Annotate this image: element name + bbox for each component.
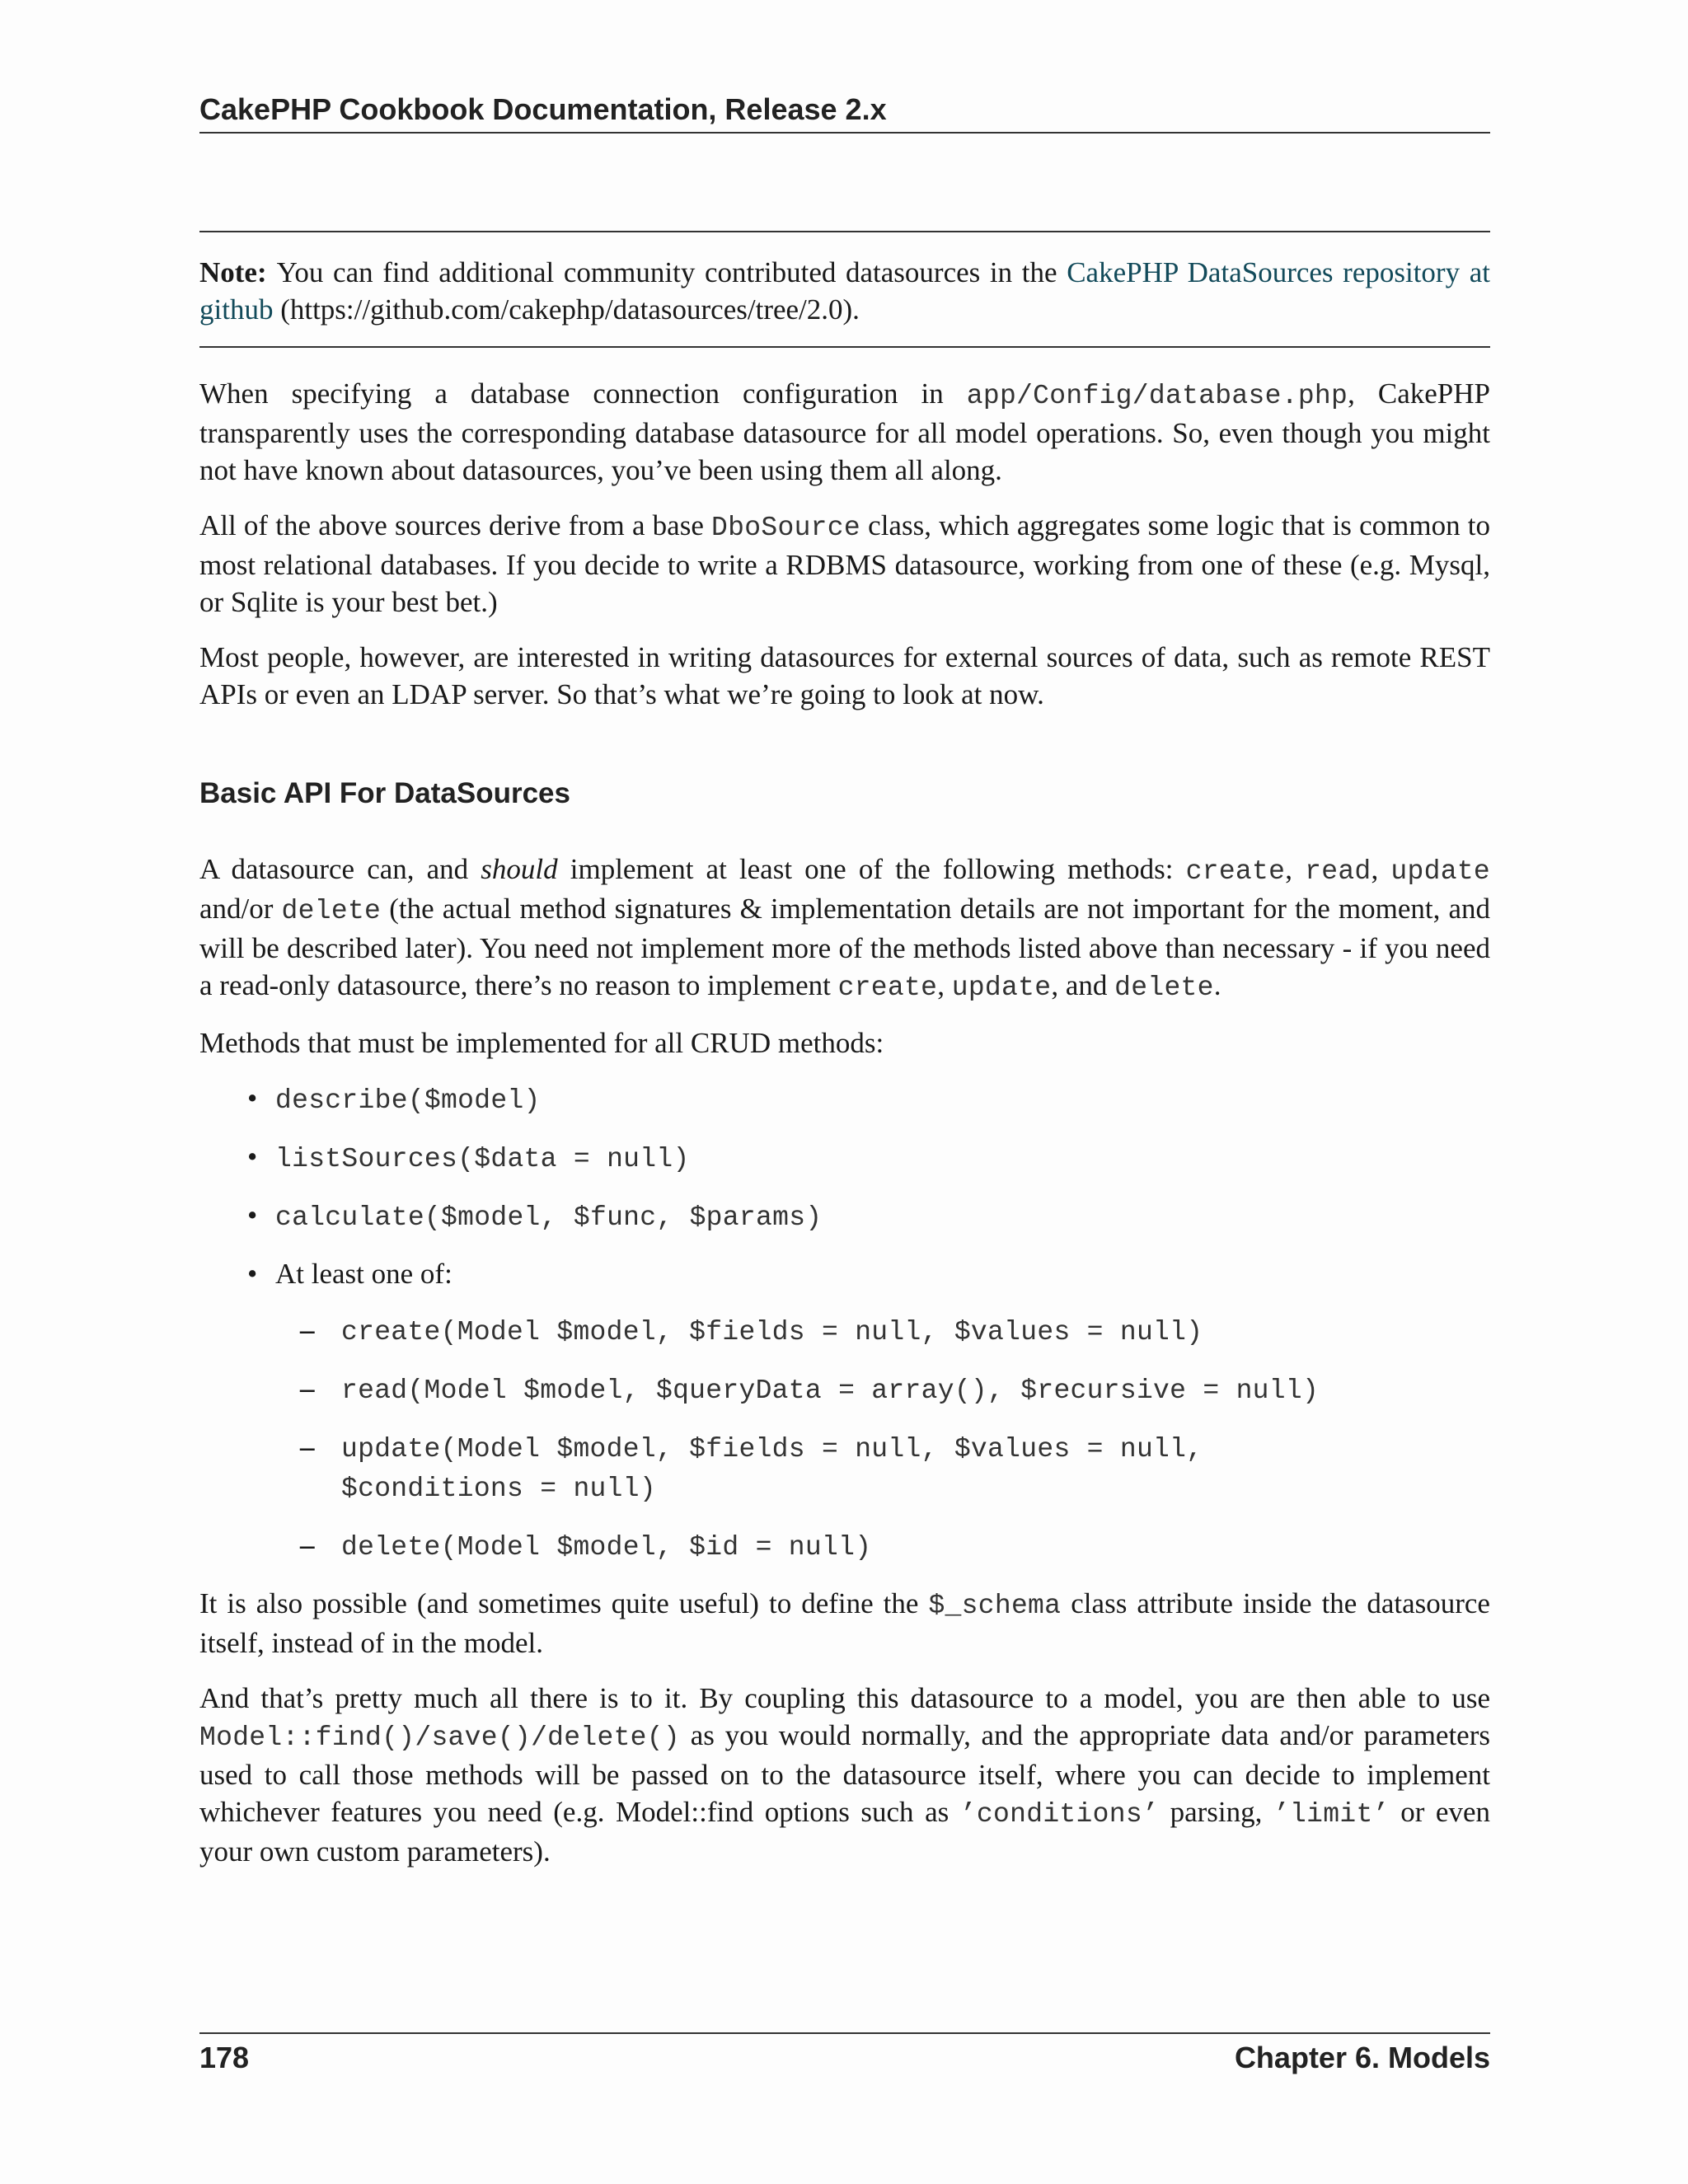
note-text-before: You can find additional community contributed datasources in the [276, 256, 1067, 288]
list-item: • listSources($data = null) [199, 1138, 1490, 1178]
note-text-after: (https://github.com/cakephp/datasources/tree/2.0). [273, 293, 860, 326]
basic-api-body [199, 851, 1490, 1888]
inline-code: app/Config/database.php [966, 381, 1348, 411]
paragraph-coupling: And that’s pretty much all there is to it. By coupling this datasource to a model, you are then able to use Model::find()/save()/delete() as you would normally, and the appropriate data and/or parameters used to call those methods will be passed on to the datasource itself, where you can decide to implement whichever features you need (e.g. Model::find options such as ’conditions’ parsing, ’limit’ or even your own custom parameters). [199, 1682, 1490, 1868]
header-title: CakePHP Cookbook Documentation, Release 2.x [199, 92, 887, 126]
paragraph-config: When specifying a database connection configuration in app/Config/database.php, CakePHP transparently uses the corresponding database datasource for all model operations. So, even though you might not have known about datasources, you’ve been using them all along. [199, 377, 1490, 486]
note-box [199, 231, 1490, 348]
basic-api-section [199, 775, 1490, 812]
inline-code: Model::find()/save()/delete() [199, 1722, 680, 1753]
paragraph-crud: Methods that must be implemented for all CRUD methods: [199, 1027, 884, 1059]
methods-list [199, 1080, 1490, 1566]
chapter-title: Chapter 6. Models [1234, 2041, 1490, 2074]
note-label: Note: [199, 256, 267, 288]
page-footer [199, 2032, 1490, 2075]
paragraph-dbosource: All of the above sources derive from a base DboSource class, which aggregates some logic that is common to most relational databases. If you decide to write a RDBMS datasource, working from one of these (e.g. Mysql, or Sqlite is your best bet.) [199, 509, 1490, 618]
document-page [199, 0, 1490, 2184]
running-header [199, 92, 1490, 134]
list-item: • calculate($model, $func, $params) [199, 1197, 1490, 1236]
sublist-item: – read(Model $model, $queryData = array(), $recursive = null) [275, 1370, 1490, 1409]
section-heading: Basic API For DataSources [199, 777, 570, 809]
crud-sublist [275, 1311, 1490, 1566]
inline-code: DboSource [711, 513, 860, 543]
sublist-item: – create(Model $model, $fields = null, $values = null) [275, 1311, 1490, 1351]
intro-section [199, 375, 1490, 731]
page-number: 178 [199, 2041, 250, 2074]
paragraph-schema: It is also possible (and sometimes quite useful) to define the $_schema class attribute inside the datasource itself, instead of in the model. [199, 1587, 1490, 1659]
sublist-item: – update(Model $model, $fields = null, $values = null, $conditions = null) [275, 1428, 1490, 1507]
list-item: • describe($model) [199, 1080, 1490, 1119]
paragraph-methods: A datasource can, and should implement at least one of the following methods: create, read, update and/or delete (the actual method signatures & implementation details are not important for the moment, and will be described later). You need not implement more of the methods listed above than necessary - if you need a read-only datasource, there’s no reason to implement create, update, and delete. [199, 853, 1491, 1003]
inline-code: $_schema [928, 1591, 1062, 1621]
list-item: • At least one of: – create(Model $model, $fields = null, $values = null) – read(Model $model, $queryData = array(), $recursive = null) – update(Model $model, $fields = null, $values = null, $conditions = null) – delete(Model $model, $id = null) [199, 1255, 1490, 1566]
datasources-repo-link[interactable]: CakePHP DataSources repository at github [199, 256, 1490, 326]
sublist-item: – delete(Model $model, $id = null) [275, 1526, 1490, 1566]
paragraph-external: Most people, however, are interested in writing datasources for external sources of data, such as remote REST APIs or even an LDAP server. So that’s what we’re going to look at now. [199, 641, 1490, 710]
